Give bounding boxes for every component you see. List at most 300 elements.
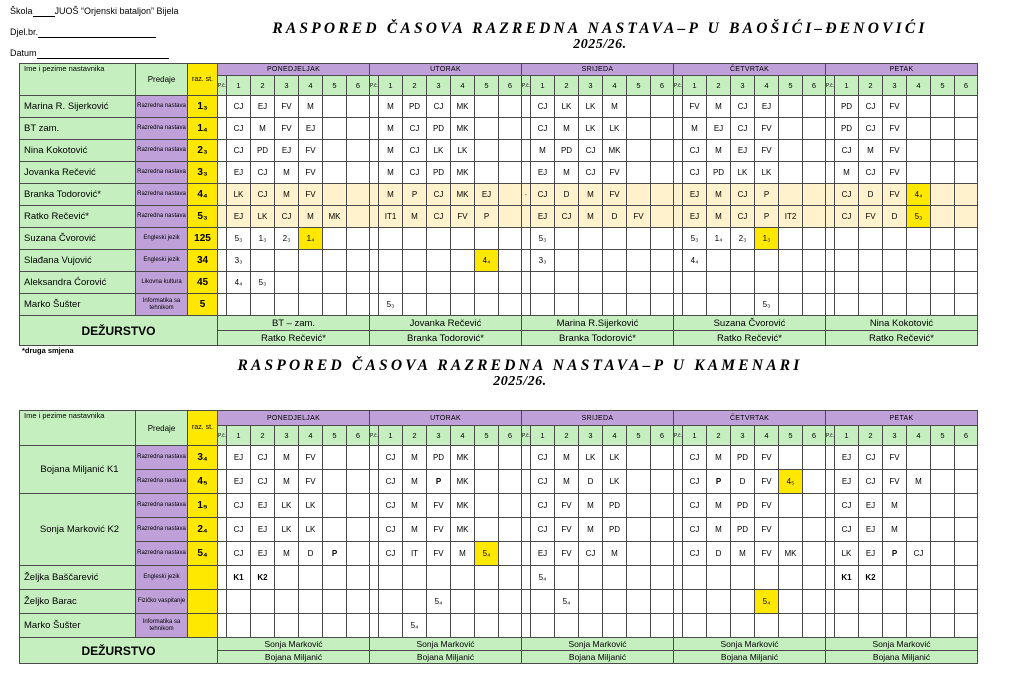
schedule-cell — [347, 184, 370, 206]
schedule-cell — [907, 294, 931, 316]
subject-label: Fizičko vaspitanje — [136, 590, 188, 614]
schedule-cell — [451, 250, 475, 272]
schedule-cell — [323, 470, 347, 494]
schedule-cell — [475, 470, 499, 494]
schedule-cell — [674, 96, 683, 118]
schedule-cell: PD — [603, 494, 627, 518]
schedule-cell — [403, 566, 427, 590]
schedule-cell — [379, 590, 403, 614]
schedule-cell — [907, 250, 931, 272]
schedule-cell: FV — [755, 446, 779, 470]
period-number: 5 — [323, 76, 347, 96]
schedule-cell — [651, 96, 674, 118]
schedule-cell: 4₄ — [683, 250, 707, 272]
subject-label: Razredna nastava — [136, 96, 188, 118]
schedule-cell — [755, 272, 779, 294]
header-raz-st: raz. st. — [188, 64, 218, 96]
schedule-cell: D — [859, 184, 883, 206]
schedule-cell — [826, 250, 835, 272]
schedule-cell — [531, 614, 555, 638]
schedule-cell — [603, 566, 627, 590]
schedule-cell — [299, 294, 323, 316]
title-1-main: RASPORED ČASOVA RAZREDNA NASTAVA–P U BAOŠIĆI–ĐENOVIĆI — [272, 20, 928, 37]
period-number: 6 — [803, 76, 826, 96]
schedule-cell — [323, 140, 347, 162]
schedule-cell — [859, 294, 883, 316]
schedule-cell: 2₃ — [731, 228, 755, 250]
schedule-cell — [499, 206, 522, 228]
schedule-cell: FV — [883, 118, 907, 140]
schedule-cell: M — [707, 140, 731, 162]
schedule-cell — [370, 566, 379, 590]
schedule-cell: EJ — [683, 184, 707, 206]
period-number: 3 — [731, 426, 755, 446]
schedule-cell — [779, 96, 803, 118]
schedule-cell — [955, 294, 978, 316]
schedule-cell — [531, 590, 555, 614]
schedule-cell — [931, 140, 955, 162]
schedule-cell — [522, 294, 531, 316]
schedule-cell — [803, 294, 826, 316]
schedule-cell — [627, 118, 651, 140]
schedule-cell — [835, 294, 859, 316]
schedule-cell — [803, 518, 826, 542]
subject-label: Razredna nastava — [136, 162, 188, 184]
schedule-cell: LK — [451, 140, 475, 162]
schedule-cell: M — [555, 162, 579, 184]
teacher-name: Željka Baščarević — [20, 566, 136, 590]
teacher-name: Marko Šušter — [20, 294, 136, 316]
schedule-cell: K1 — [835, 566, 859, 590]
schedule-cell — [299, 250, 323, 272]
schedule-cell: M — [531, 140, 555, 162]
schedule-cell — [627, 96, 651, 118]
schedule-cell: MK — [451, 494, 475, 518]
table-row — [20, 250, 978, 272]
schedule-cell: CJ — [275, 206, 299, 228]
schedule-cell — [651, 294, 674, 316]
day-header: ČETVRTAK — [674, 64, 826, 76]
header-raz-st: raz. st. — [188, 411, 218, 446]
teacher-name: Suzana Čvorović — [20, 228, 136, 250]
period-number: 1 — [531, 76, 555, 96]
duty-teacher: BT – zam. — [218, 316, 370, 331]
schedule-cell — [955, 140, 978, 162]
schedule-cell — [499, 250, 522, 272]
schedule-cell: M — [403, 206, 427, 228]
schedule-cell — [955, 542, 978, 566]
schedule-cell: CJ — [731, 184, 755, 206]
schedule-cell — [403, 272, 427, 294]
schedule-cell — [603, 250, 627, 272]
schedule-cell — [370, 228, 379, 250]
schedule-cell: CJ — [859, 96, 883, 118]
schedule-cell — [835, 590, 859, 614]
schedule-cell: CJ — [859, 118, 883, 140]
dezurstvo-label: DEŽURSTVO — [20, 316, 218, 346]
schedule-cell: CJ — [859, 446, 883, 470]
schedule-cell — [451, 614, 475, 638]
school-value: JUOŠ “Orjenski bataljon” Bijela — [54, 6, 179, 16]
schedule-cell: FV — [755, 140, 779, 162]
schedule-cell — [275, 250, 299, 272]
teacher-name: Marina R. Sijerković — [20, 96, 136, 118]
schedule-cell: CJ — [251, 184, 275, 206]
duty-teacher: Bojana Miljanić — [522, 651, 674, 664]
schedule-cell — [707, 614, 731, 638]
schedule-cell — [323, 294, 347, 316]
schedule-cell — [803, 590, 826, 614]
schedule-cell — [955, 272, 978, 294]
schedule-cell: CJ — [427, 96, 451, 118]
duty-teacher: Sonja Marković — [522, 638, 674, 651]
schedule-cell: CJ — [859, 470, 883, 494]
schedule-cell: LK — [299, 494, 323, 518]
schedule-cell — [955, 566, 978, 590]
schedule-cell: 5₃ — [907, 206, 931, 228]
teacher-name: Marko Šušter — [20, 614, 136, 638]
schedule-cell — [379, 272, 403, 294]
schedule-cell: EJ — [251, 518, 275, 542]
schedule-cell — [779, 228, 803, 250]
schedule-cell — [755, 614, 779, 638]
schedule-cell — [826, 494, 835, 518]
schedule-cell — [227, 614, 251, 638]
schedule-cell — [347, 206, 370, 228]
schedule-cell: 4₄ — [227, 272, 251, 294]
schedule-cell: EJ — [299, 118, 323, 140]
schedule-cell: M — [731, 542, 755, 566]
period-number: 2 — [555, 76, 579, 96]
schedule-cell: P — [403, 184, 427, 206]
schedule-cell — [475, 590, 499, 614]
schedule-cell: LK — [299, 518, 323, 542]
schedule-cell — [370, 518, 379, 542]
datum-underline — [37, 49, 169, 59]
schedule-cell: PD — [427, 118, 451, 140]
schedule-cell: LK — [731, 162, 755, 184]
schedule-cell — [218, 494, 227, 518]
schedule-cell — [826, 542, 835, 566]
schedule-cell — [683, 590, 707, 614]
duty-teacher: Sonja Marković — [826, 638, 978, 651]
period-number: 6 — [499, 426, 522, 446]
schedule-cell — [347, 446, 370, 470]
schedule-cell — [218, 446, 227, 470]
schedule-cell — [627, 294, 651, 316]
schedule-cell — [347, 470, 370, 494]
schedule-cell — [779, 566, 803, 590]
schedule-cell — [883, 614, 907, 638]
schedule-cell — [731, 294, 755, 316]
schedule-cell — [803, 96, 826, 118]
schedule-cell — [779, 272, 803, 294]
school-line — [10, 6, 179, 17]
schedule-cell — [803, 162, 826, 184]
schedule-cell: M — [859, 140, 883, 162]
schedule-cell: EJ — [731, 140, 755, 162]
schedule-cell: CJ — [531, 518, 555, 542]
schedule-cell: M — [379, 118, 403, 140]
schedule-cell — [347, 140, 370, 162]
schedule-cell — [803, 140, 826, 162]
grade-label: 45 — [188, 272, 218, 294]
schedule-cell — [707, 590, 731, 614]
schedule-cell: M — [707, 494, 731, 518]
period-number: 2 — [707, 76, 731, 96]
schedule-cell: CJ — [379, 542, 403, 566]
subject-label: Informatika sa tehnikom — [136, 294, 188, 316]
period-pc-header: P.č. — [522, 76, 531, 96]
schedule-cell — [674, 614, 683, 638]
schedule-cell: 5₃ — [683, 228, 707, 250]
schedule-cell — [347, 566, 370, 590]
day-header: ČETVRTAK — [674, 411, 826, 426]
schedule-cell — [475, 272, 499, 294]
schedule-cell: P — [755, 184, 779, 206]
djel-label: Djel.br. — [10, 27, 39, 37]
schedule-cell: 2₃ — [275, 228, 299, 250]
schedule-cell: P — [755, 206, 779, 228]
schedule-cell: FV — [755, 518, 779, 542]
schedule-cell — [579, 228, 603, 250]
schedule-cell — [370, 250, 379, 272]
period-number: 4 — [451, 76, 475, 96]
period-number: 6 — [955, 426, 978, 446]
schedule-cell — [651, 518, 674, 542]
grade-label: 1₄ — [188, 118, 218, 140]
schedule-cell: M — [707, 518, 731, 542]
period-number: 2 — [251, 76, 275, 96]
schedule-cell: CJ — [403, 162, 427, 184]
schedule-cell: M — [835, 162, 859, 184]
schedule-cell: CJ — [379, 446, 403, 470]
schedule-cell — [499, 294, 522, 316]
period-number: 5 — [931, 426, 955, 446]
schedule-cell — [755, 566, 779, 590]
schedule-cell — [731, 272, 755, 294]
schedule-cell — [627, 614, 651, 638]
teacher-name: Branka Todorović* — [20, 184, 136, 206]
schedule-cell: FV — [883, 470, 907, 494]
schedule-cell: 4₄ — [907, 184, 931, 206]
schedule-cell: M — [883, 518, 907, 542]
schedule-cell: FV — [883, 184, 907, 206]
schedule-cell — [522, 140, 531, 162]
schedule-cell: D — [603, 206, 627, 228]
djel-underline — [38, 28, 156, 38]
schedule-cell — [651, 140, 674, 162]
duty-teacher: Sonja Marković — [674, 638, 826, 651]
schedule-cell — [674, 118, 683, 140]
schedule-cell — [931, 494, 955, 518]
schedule-cell: CJ — [227, 118, 251, 140]
duty-teacher: Bojana Miljanić — [218, 651, 370, 664]
table-row — [20, 590, 978, 614]
schedule-cell: LK — [275, 518, 299, 542]
schedule-cell: CJ — [227, 96, 251, 118]
schedule-cell — [522, 96, 531, 118]
schedule-cell — [522, 118, 531, 140]
schedule-cell: EJ — [707, 118, 731, 140]
schedule-cell — [955, 118, 978, 140]
schedule-cell — [370, 162, 379, 184]
schedule-cell — [370, 470, 379, 494]
schedule-cell — [674, 184, 683, 206]
schedule-cell — [683, 294, 707, 316]
schedule-cell: D — [883, 206, 907, 228]
duty-teacher: Suzana Čvorović — [674, 316, 826, 331]
grade-label — [188, 566, 218, 590]
table-row — [20, 566, 978, 590]
schedule-cell — [627, 184, 651, 206]
schedule-cell: D — [579, 470, 603, 494]
schedule-cell — [370, 494, 379, 518]
schedule-cell — [218, 590, 227, 614]
schedule-cell: CJ — [531, 470, 555, 494]
schedule-cell — [755, 250, 779, 272]
duty-teacher: Bojana Miljanić — [674, 651, 826, 664]
schedule-cell — [347, 494, 370, 518]
table-row — [20, 206, 978, 228]
teacher-name: Željko Barac — [20, 590, 136, 614]
schedule-cell — [522, 272, 531, 294]
schedule-cell — [779, 162, 803, 184]
duty-teacher: Sonja Marković — [218, 638, 370, 651]
schedule-cell — [955, 590, 978, 614]
schedule-cell: CJ — [731, 96, 755, 118]
subject-label: Likovna kultura — [136, 272, 188, 294]
period-number: 5 — [779, 76, 803, 96]
schedule-cell — [522, 162, 531, 184]
schedule-cell — [627, 470, 651, 494]
schedule-cell: EJ — [251, 96, 275, 118]
schedule-cell — [826, 118, 835, 140]
schedule-cell — [859, 228, 883, 250]
duty-teacher: Ratko Rečević* — [218, 331, 370, 346]
schedule-cell: K2 — [859, 566, 883, 590]
schedule-cell — [475, 494, 499, 518]
schedule-cell — [555, 614, 579, 638]
day-header: PETAK — [826, 411, 978, 426]
schedule-cell — [379, 614, 403, 638]
schedule-cell — [379, 250, 403, 272]
schedule-cell: CJ — [835, 140, 859, 162]
period-pc-header: P.č. — [674, 76, 683, 96]
teacher-name: BT zam. — [20, 118, 136, 140]
schedule-cell — [931, 162, 955, 184]
schedule-cell — [826, 272, 835, 294]
schedule-cell: LK — [251, 206, 275, 228]
period-number: 5 — [475, 76, 499, 96]
schedule-cell: MK — [451, 162, 475, 184]
day-header: UTORAK — [370, 64, 522, 76]
schedule-cell — [347, 614, 370, 638]
day-header: PONEDJELJAK — [218, 411, 370, 426]
schedule-cell — [683, 614, 707, 638]
schedule-cell — [859, 250, 883, 272]
schedule-cell — [826, 140, 835, 162]
subject-label: Razredna nastava — [136, 184, 188, 206]
schedule-cell: CJ — [227, 494, 251, 518]
schedule-cell — [555, 566, 579, 590]
djel-line — [10, 27, 156, 38]
schedule-cell: MK — [603, 140, 627, 162]
period-number: 3 — [731, 76, 755, 96]
schedule-cell — [475, 228, 499, 250]
schedule-cell: M — [275, 162, 299, 184]
school-label: Škola — [10, 6, 33, 16]
schedule-cell: 5₄ — [475, 542, 499, 566]
schedule-cell — [907, 96, 931, 118]
schedule-cell — [651, 470, 674, 494]
schedule-cell — [883, 250, 907, 272]
schedule-cell — [347, 118, 370, 140]
schedule-cell: MK — [451, 184, 475, 206]
schedule-cell: CJ — [683, 470, 707, 494]
schedule-cell: EJ — [227, 206, 251, 228]
schedule-cell: IT — [403, 542, 427, 566]
schedule-cell: M — [555, 118, 579, 140]
schedule-cell — [651, 118, 674, 140]
schedule-cell — [323, 250, 347, 272]
schedule-cell — [522, 542, 531, 566]
schedule-cell — [218, 470, 227, 494]
schedule-cell — [779, 118, 803, 140]
schedule-cell: MK — [451, 118, 475, 140]
schedule-cell — [779, 294, 803, 316]
schedule-cell: FV — [451, 206, 475, 228]
schedule-cell — [218, 118, 227, 140]
schedule-cell — [779, 250, 803, 272]
schedule-cell — [403, 294, 427, 316]
schedule-cell: CJ — [531, 446, 555, 470]
schedule-cell: M — [603, 542, 627, 566]
datum-line — [10, 48, 169, 59]
schedule-cell: M — [403, 446, 427, 470]
grade-label: 2₃ — [188, 140, 218, 162]
schedule-cell: CJ — [859, 162, 883, 184]
schedule-cell — [674, 206, 683, 228]
schedule-cell — [803, 228, 826, 250]
schedule-cell — [779, 446, 803, 470]
grade-label: 2₄ — [188, 518, 218, 542]
period-number: 3 — [883, 426, 907, 446]
schedule-cell — [499, 470, 522, 494]
schedule-cell: 1₄ — [707, 228, 731, 250]
schedule-cell: M — [579, 518, 603, 542]
schedule-cell: CJ — [251, 162, 275, 184]
duty-teacher: Sonja Marković — [370, 638, 522, 651]
schedule-cell — [579, 590, 603, 614]
subject-label: Razredna nastava — [136, 140, 188, 162]
schedule-cell — [475, 614, 499, 638]
schedule-cell: LK — [227, 184, 251, 206]
period-number: 1 — [683, 76, 707, 96]
schedule-cell: · — [522, 184, 531, 206]
period-number: 1 — [683, 426, 707, 446]
table-row — [20, 294, 978, 316]
schedule-cell: FV — [555, 542, 579, 566]
period-number: 6 — [499, 76, 522, 96]
period-number: 1 — [835, 76, 859, 96]
schedule-cell: EJ — [251, 494, 275, 518]
schedule-cell — [907, 272, 931, 294]
schedule-cell: PD — [731, 494, 755, 518]
schedule-cell: M — [883, 494, 907, 518]
schedule-cell — [627, 566, 651, 590]
table-row — [20, 118, 978, 140]
